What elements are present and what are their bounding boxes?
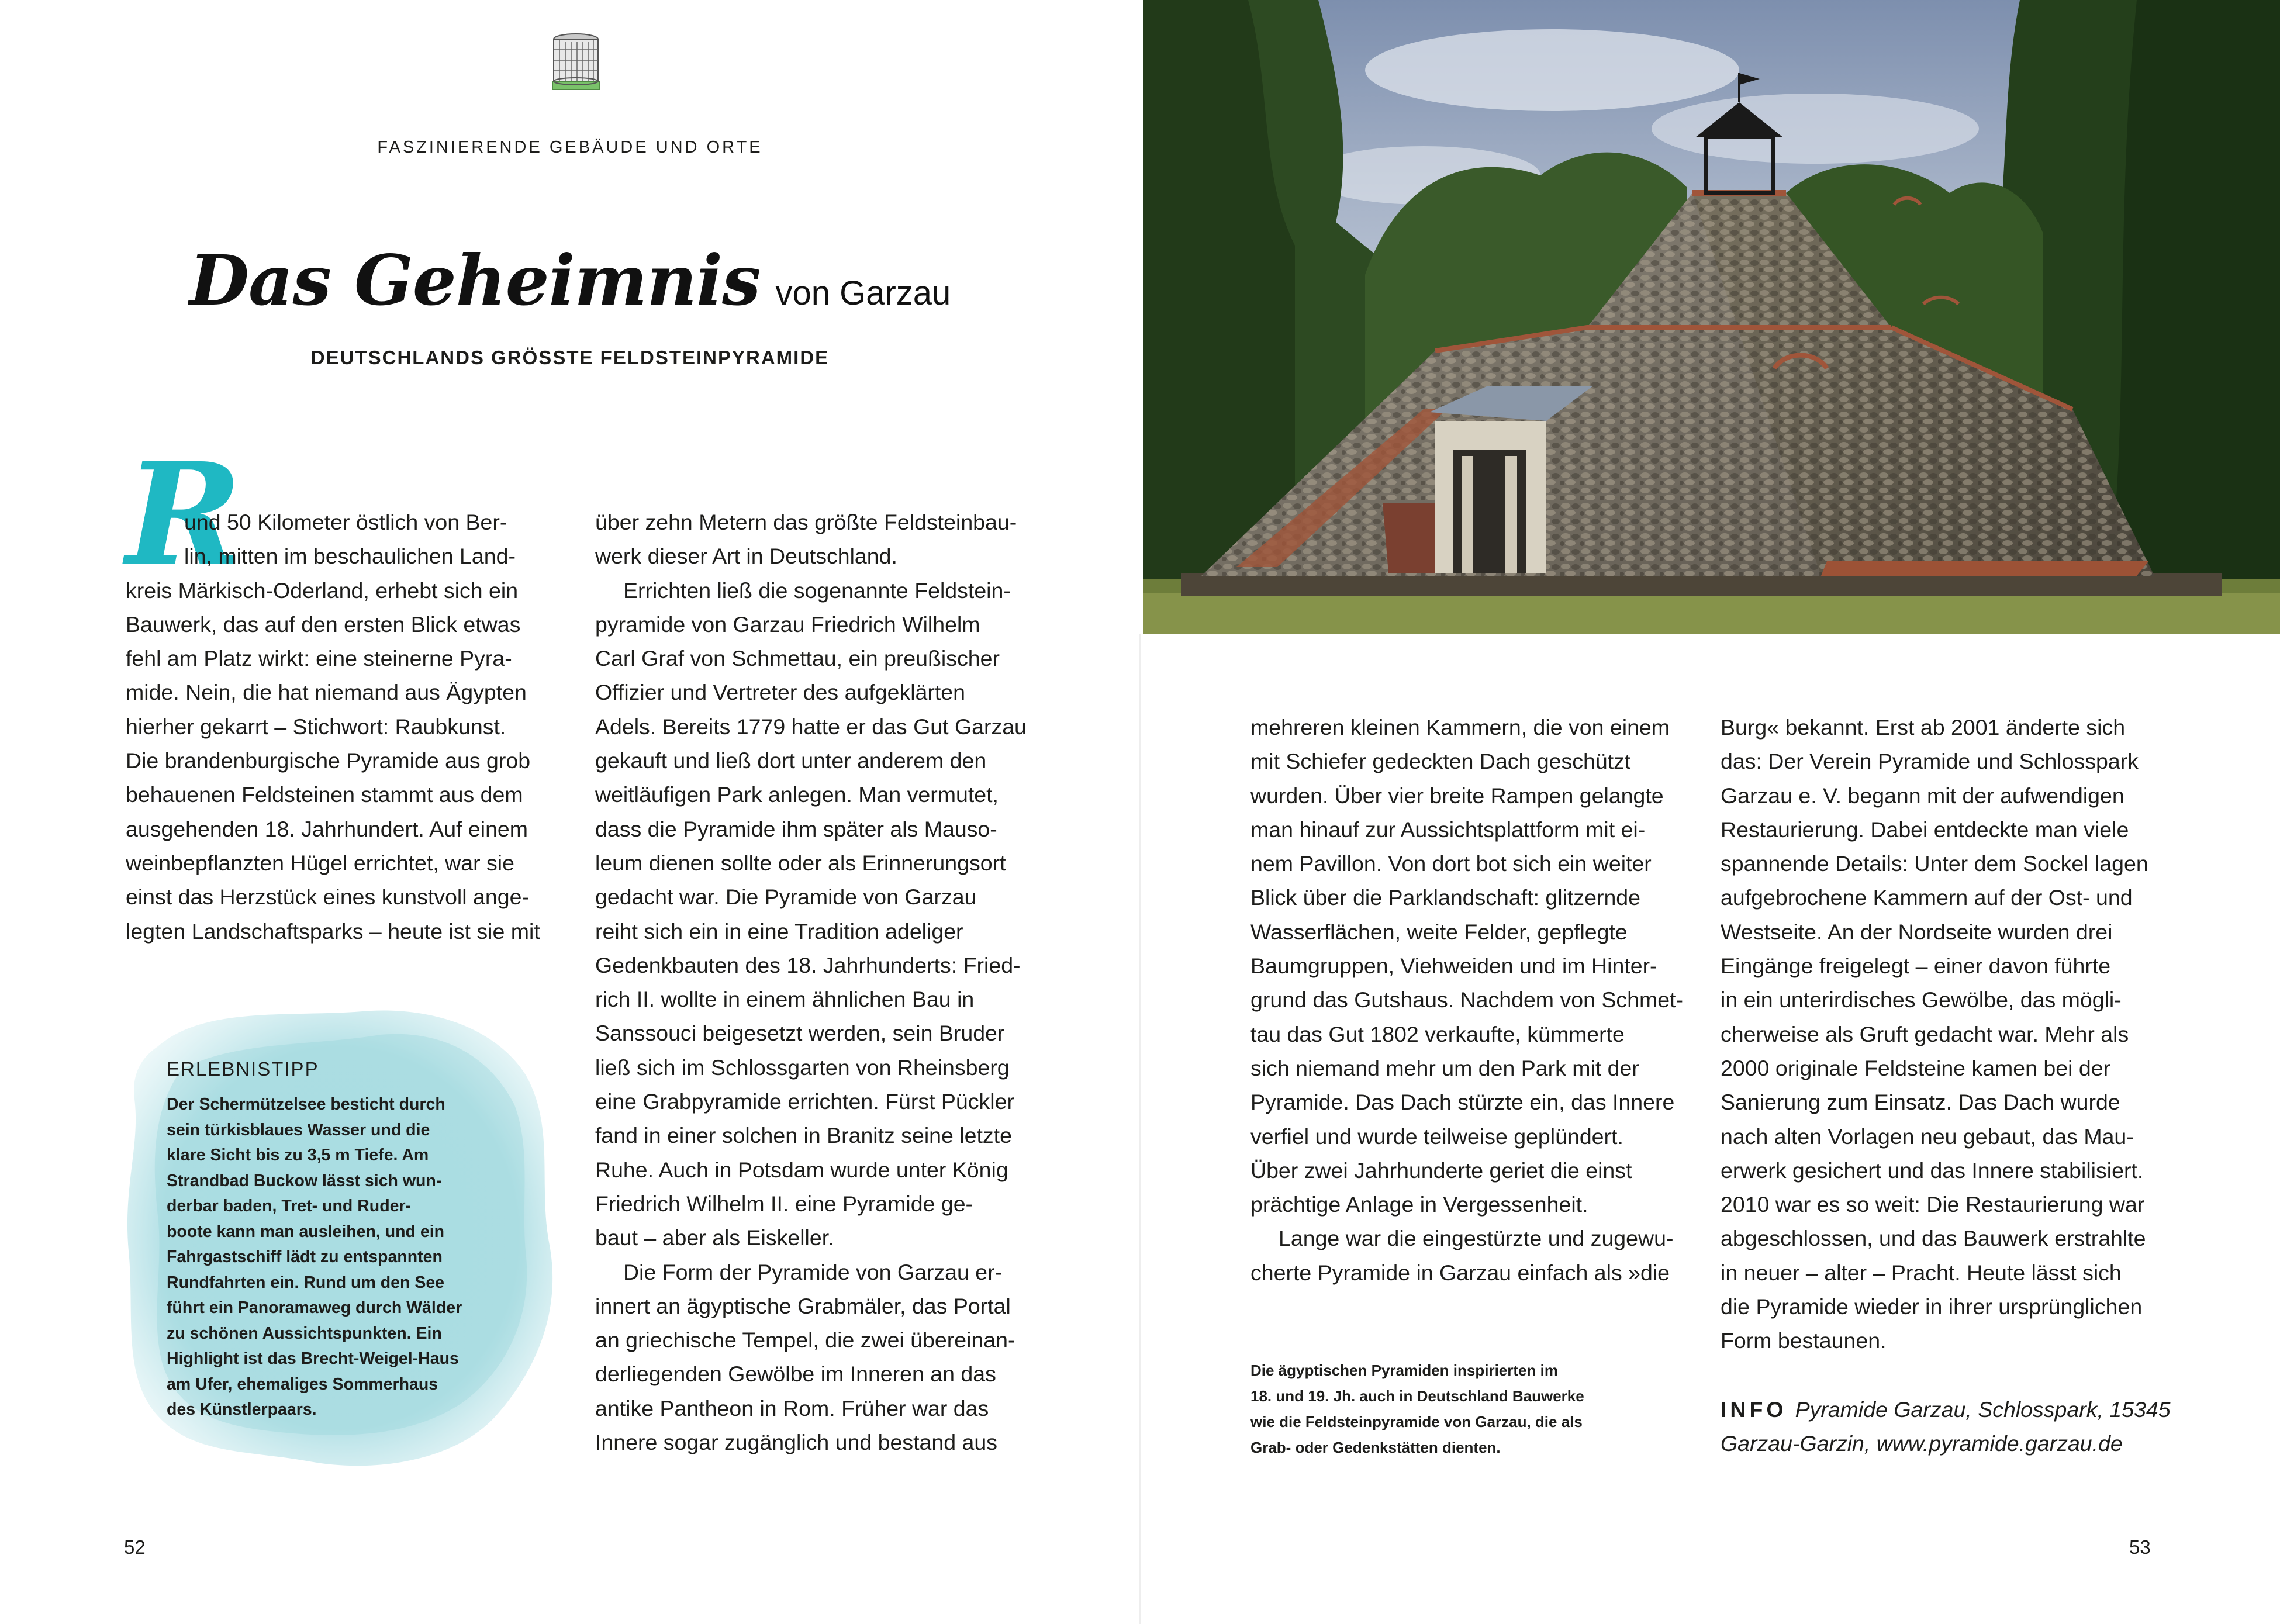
text-line: cherweise als Gruft gedacht war. Mehr als <box>1721 1021 2129 1046</box>
text-line: erwerk gesichert und das Innere stabilisiert. <box>1721 1157 2144 1183</box>
text-line: mehreren kleinen Kammern, die von einem <box>1250 715 1670 740</box>
text-line: reiht sich ein in eine Tradition adeliger <box>595 918 963 944</box>
text-column-1 <box>126 505 555 948</box>
text-line: rich II. wollte in einem ähnlichen Bau in <box>595 987 975 1012</box>
tip-line: zu schönen Aussichtspunkten. Ein <box>167 1324 442 1343</box>
text-line: wurden. Über vier breite Rampen gelangte <box>1250 783 1664 808</box>
text-line: weitläufigen Park anlegen. Man vermutet, <box>595 782 999 807</box>
text-line: Blick über die Parklandschaft: glitzernde <box>1250 885 1641 910</box>
dropcap: R <box>126 432 243 597</box>
text-line: nem Pavillon. Von dort bot sich ein weiter <box>1250 851 1652 876</box>
text-line: Ruhe. Auch in Potsdam wurde unter König <box>595 1157 1008 1182</box>
text-line: Sanssouci beigesetzt werden, sein Bruder <box>595 1021 1005 1046</box>
text-line: abgeschlossen, und das Bauwerk erstrahlte <box>1721 1226 2146 1251</box>
text-line: Lange war die eingestürzte und zugewu- <box>1279 1226 1674 1251</box>
photo-caption <box>1250 1357 1660 1460</box>
tip-line: Rundfahrten ein. Rund um den See <box>167 1273 445 1292</box>
text-line: Die brandenburgische Pyramide aus grob <box>126 748 531 773</box>
text-line: mit Schiefer gedeckten Dach geschützt <box>1250 749 1631 774</box>
text-line: an griechische Tempel, die zwei übereinan- <box>595 1328 1015 1353</box>
tip-line: klare Sicht bis zu 3,5 m Tiefe. Am <box>167 1146 429 1165</box>
text-line: Adels. Bereits 1779 hatte er das Gut Garzau <box>595 714 1027 739</box>
text-line: verfiel und wurde teilweise geplündert. <box>1250 1124 1623 1149</box>
text-line: grund das Gutshaus. Nachdem von Schmet- <box>1250 987 1683 1013</box>
text-column-3 <box>1250 710 1683 1290</box>
caption-line: Grab- oder Gedenkstätten dienten. <box>1250 1439 1501 1456</box>
text-line: 2000 originale Feldsteine kamen bei der <box>1721 1055 2111 1080</box>
text-line: Über zwei Jahrhunderte geriet die einst <box>1250 1157 1632 1183</box>
text-line: lin, mitten im beschaulichen Land- <box>184 544 516 569</box>
tip-title: ERLEBNISTIPP <box>167 1058 319 1080</box>
text-line: einst das Herzstück eines kunstvoll ange- <box>126 884 529 910</box>
tip-line: Fahrgastschiff lädt zu entspannten <box>167 1248 443 1266</box>
text-column-4 <box>1721 710 2165 1358</box>
text-line: Westseite. An der Nordseite wurden drei <box>1721 919 2113 944</box>
text-line: dass die Pyramide ihm später als Mauso- <box>595 816 997 841</box>
chapter-label: FASZINIERENDE GEBÄUDE UND ORTE <box>377 138 763 157</box>
text-line: Errichten ließ die sogenannte Feldstein- <box>623 578 1011 603</box>
text-line: das: Der Verein Pyramide und Schlosspark <box>1721 749 2139 774</box>
text-line: gekauft und ließ dort unter anderem den <box>595 748 987 773</box>
text-line: Friedrich Wilhelm II. eine Pyramide ge- <box>595 1191 973 1216</box>
text-line: leum dienen sollte oder als Erinnerungsort <box>595 850 1006 875</box>
text-line: pyramide von Garzau Friedrich Wilhelm <box>595 611 980 637</box>
caption-line: Die ägyptischen Pyramiden inspirierten im <box>1250 1362 1558 1379</box>
text-line: Carl Graf von Schmettau, ein preußischer <box>595 646 1000 671</box>
text-line: legten Landschaftsparks – heute ist sie mit <box>126 918 540 944</box>
text-line: ausgehenden 18. Jahrhundert. Auf einem <box>126 816 528 841</box>
text-line: kreis Märkisch-Oderland, erhebt sich ein <box>126 578 519 603</box>
tip-line: derbar baden, Tret- und Ruder- <box>167 1197 412 1215</box>
pyramid-photo <box>1143 0 2280 634</box>
text-line: aufgebrochene Kammern auf der Ost- und <box>1721 885 2133 910</box>
text-line: Sanierung zum Einsatz. Das Dach wurde <box>1721 1090 2120 1115</box>
caption-line: 18. und 19. Jh. auch in Deutschland Bauwerke <box>1250 1387 1584 1405</box>
info-line-2: Garzau-Garzin, www.pyramide.garzau.de <box>1721 1431 2123 1456</box>
book-gutter <box>1139 634 1141 1624</box>
text-line: Garzau e. V. begann mit der aufwendigen <box>1721 783 2124 808</box>
info-label: INFO <box>1721 1397 1787 1422</box>
info-line-1 <box>1721 1393 2188 1426</box>
text-line: derliegenden Gewölbe im Inneren an das <box>595 1362 996 1387</box>
text-line: Pyramide. Das Dach stürzte ein, das Innere <box>1250 1090 1675 1115</box>
text-line: Offizier und Vertreter des aufgeklärten <box>595 680 965 705</box>
text-line: cherte Pyramide in Garzau einfach als »die <box>1250 1260 1670 1285</box>
text-line: Burg« bekannt. Erst ab 2001 änderte sich <box>1721 715 2126 740</box>
text-line: Bauwerk, das auf den ersten Blick etwas <box>126 611 521 637</box>
text-line: behauenen Feldsteinen stammt aus dem <box>126 782 523 807</box>
tip-line: am Ufer, ehemaliges Sommerhaus <box>167 1374 438 1394</box>
text-line: mide. Nein, die hat niemand aus Ägypten <box>126 680 527 705</box>
text-line: 2010 war es so weit: Die Restaurierung war <box>1721 1192 2145 1217</box>
gazebo-icon <box>541 26 611 96</box>
info-block <box>1721 1393 2188 1461</box>
text-line: Wasserflächen, weite Felder, gepflegte <box>1250 919 1628 944</box>
text-line: und 50 Kilometer östlich von Ber- <box>184 510 507 534</box>
text-line: Gedenkbauten des 18. Jahrhunderts: Fried- <box>595 952 1021 977</box>
text-line: Die Form der Pyramide von Garzau er- <box>623 1259 1003 1284</box>
text-line: Form bestaunen. <box>1721 1328 1887 1353</box>
text-line: prächtige Anlage in Vergessenheit. <box>1250 1192 1588 1217</box>
text-line: in ein unterirdisches Gewölbe, das mögli- <box>1721 987 2122 1013</box>
text-line: man hinauf zur Aussichtsplattform mit ei- <box>1250 817 1646 842</box>
text-line: weinbepflanzten Hügel errichtet, war sie <box>126 850 514 875</box>
text-line: werk dieser Art in Deutschland. <box>595 544 897 569</box>
tip-line: des Künstlerpaars. <box>167 1400 317 1419</box>
page-title <box>0 240 1140 321</box>
text-line: hierher gekarrt – Stichwort: Raubkunst. <box>126 714 506 739</box>
text-line: spannende Details: Unter dem Sockel lagen <box>1721 851 2148 876</box>
text-line: innert an ägyptische Grabmäler, das Portal <box>595 1293 1011 1318</box>
page-number-right: 53 <box>2129 1536 2151 1558</box>
tip-text <box>167 1092 494 1423</box>
text-line: Restaurierung. Dabei entdeckte man viele <box>1721 817 2129 842</box>
text-line: tau das Gut 1802 verkaufte, kümmerte <box>1250 1021 1625 1046</box>
tip-line: Strandbad Buckow lässt sich wun- <box>167 1171 442 1190</box>
tip-line: Der Schermützelsee besticht durch <box>167 1095 445 1114</box>
text-line: die Pyramide wieder in ihrer ursprünglichen <box>1721 1294 2143 1319</box>
info-text: Pyramide Garzau, Schlosspark, 15345 <box>1795 1397 2171 1422</box>
text-line: baut – aber als Eiskeller. <box>595 1225 834 1250</box>
text-line: nach alten Vorlagen neu gebaut, das Mau- <box>1721 1124 2134 1149</box>
tip-line: sein türkisblaues Wasser und die <box>167 1120 430 1139</box>
text-line: Innere sogar zugänglich und bestand aus <box>595 1430 998 1455</box>
title-plain: von Garzau <box>775 274 951 312</box>
page-number-left: 52 <box>124 1536 146 1558</box>
tip-line: führt ein Panoramaweg durch Wälder <box>167 1298 462 1317</box>
text-line: fand in einer solchen in Branitz seine letzte <box>595 1123 1012 1148</box>
caption-line: wie die Feldsteinpyramide von Garzau, die als <box>1250 1413 1583 1430</box>
tip-line: boote kann man ausleihen, und ein <box>167 1222 445 1241</box>
page-subtitle: DEUTSCHLANDS GRÖSSTE FELDSTEINPYRAMIDE <box>310 347 830 368</box>
text-line: über zehn Metern das größte Feldsteinbau- <box>595 510 1017 534</box>
text-line: Baumgruppen, Viehweiden und im Hinter- <box>1250 953 1657 979</box>
text-column-2 <box>595 505 1041 1459</box>
text-line: Eingänge freigelegt – einer davon führte <box>1721 953 2111 979</box>
text-line: fehl am Platz wirkt: eine steinerne Pyra- <box>126 646 512 671</box>
text-line: in neuer – alter – Pracht. Heute lässt sich <box>1721 1260 2122 1285</box>
text-line: ließ sich im Schlossgarten von Rheinsberg <box>595 1055 1010 1080</box>
tip-line: Highlight ist das Brecht-Weigel-Haus <box>167 1349 459 1368</box>
text-line: sich niemand mehr um den Park mit der <box>1250 1055 1639 1080</box>
text-line: antike Pantheon in Rom. Früher war das <box>595 1395 989 1421</box>
text-line: eine Grabpyramide errichten. Fürst Pückler <box>595 1089 1014 1114</box>
title-script: Das Geheimnis <box>189 240 761 321</box>
text-line: gedacht war. Die Pyramide von Garzau <box>595 884 977 910</box>
